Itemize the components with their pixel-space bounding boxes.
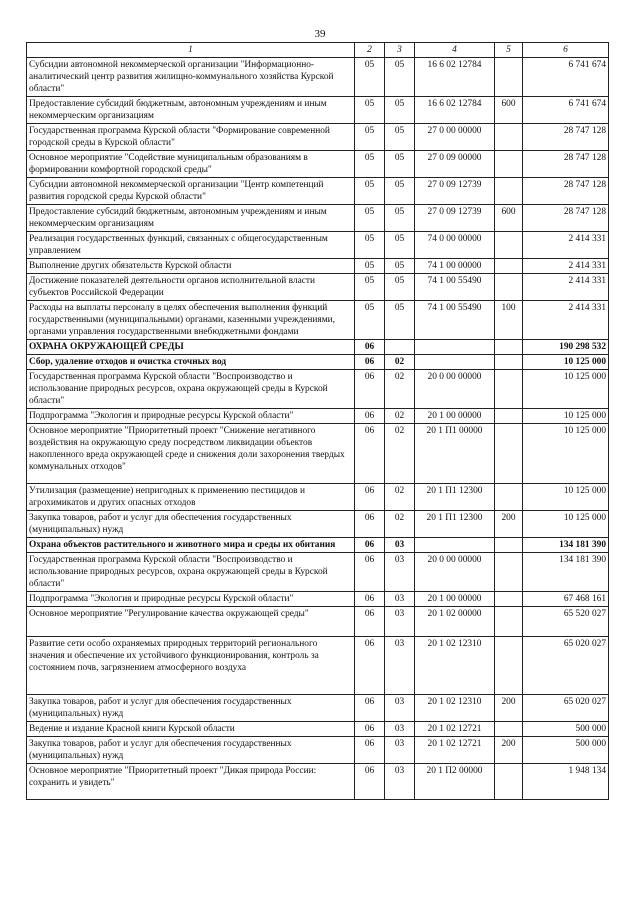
table-row — [27, 409, 609, 424]
row-subsection-cell: 03 — [385, 592, 415, 607]
row-expense-type-cell — [495, 764, 523, 800]
row-name-cell: Развитие сети особо охраняемых природных территорий регионального значения и обеспечение их устойчивого функционирования, контроль за состоянием почв, загрязнением атмосферного воздуха — [27, 637, 355, 695]
row-section-cell: 05 — [355, 97, 385, 124]
row-section-cell: 06 — [355, 538, 385, 553]
row-amount-cell: 10 125 000 — [523, 511, 609, 538]
row-target-article-cell: 20 1 02 12310 — [415, 695, 495, 722]
row-expense-type-cell — [495, 424, 523, 484]
row-subsection-cell: 05 — [385, 151, 415, 178]
row-amount-cell: 10 125 000 — [523, 424, 609, 484]
table-row — [27, 553, 609, 592]
row-name-cell: Государственная программа Курской области "Формирование современной городской среды в Курской области" — [27, 124, 355, 151]
row-section-cell: 06 — [355, 355, 385, 370]
row-name-cell: Субсидии автономной некоммерческой организации "Информационно-аналитический центр развития жилищно-коммунального хозяйства Курской области" — [27, 58, 355, 97]
table-row — [27, 178, 609, 205]
table-row — [27, 301, 609, 340]
table-row — [27, 124, 609, 151]
row-expense-type-cell — [495, 637, 523, 695]
row-subsection-cell — [385, 340, 415, 355]
row-name-cell: Предоставление субсидий бюджетным, автономным учреждениям и иным некоммерческим организациям — [27, 205, 355, 232]
column-header-expense-type: 5 — [495, 43, 523, 58]
column-header-subsection: 3 — [385, 43, 415, 58]
row-amount-cell: 67 468 161 — [523, 592, 609, 607]
table-row — [27, 97, 609, 124]
row-section-cell: 06 — [355, 409, 385, 424]
table-body — [27, 58, 609, 800]
row-name-cell: Выполнение других обязательств Курской области — [27, 259, 355, 274]
row-amount-cell: 28 747 128 — [523, 205, 609, 232]
row-target-article-cell: 16 6 02 12784 — [415, 58, 495, 97]
row-expense-type-cell: 200 — [495, 737, 523, 764]
row-target-article-cell: 20 1 00 00000 — [415, 592, 495, 607]
row-amount-cell: 190 298 532 — [523, 340, 609, 355]
row-name-cell: Основное мероприятие "Регулирование качества окружающей среды" — [27, 607, 355, 637]
row-expense-type-cell — [495, 355, 523, 370]
row-section-cell: 05 — [355, 58, 385, 97]
row-subsection-cell: 02 — [385, 511, 415, 538]
row-section-cell: 05 — [355, 178, 385, 205]
row-subsection-cell: 05 — [385, 232, 415, 259]
row-target-article-cell: 20 1 02 12310 — [415, 637, 495, 695]
row-section-cell: 06 — [355, 511, 385, 538]
row-section-cell: 05 — [355, 301, 385, 340]
row-amount-cell: 10 125 000 — [523, 355, 609, 370]
row-target-article-cell: 20 1 02 12721 — [415, 737, 495, 764]
row-target-article-cell: 74 1 00 00000 — [415, 259, 495, 274]
column-header-section: 2 — [355, 43, 385, 58]
row-amount-cell: 6 741 674 — [523, 97, 609, 124]
row-subsection-cell: 02 — [385, 355, 415, 370]
row-subsection-cell: 03 — [385, 553, 415, 592]
row-expense-type-cell — [495, 178, 523, 205]
row-target-article-cell: 74 0 00 00000 — [415, 232, 495, 259]
row-expense-type-cell: 100 — [495, 301, 523, 340]
row-subsection-cell: 02 — [385, 409, 415, 424]
row-expense-type-cell: 600 — [495, 97, 523, 124]
row-name-cell: Закупка товаров, работ и услуг для обеспечения государственных (муниципальных) нужд — [27, 695, 355, 722]
row-target-article-cell: 27 0 09 12739 — [415, 205, 495, 232]
row-target-article-cell: 20 1 02 12721 — [415, 722, 495, 737]
table-row — [27, 370, 609, 409]
row-name-cell: Основное мероприятие "Содействие муниципальным образованиям в формировании комфортной городской среды" — [27, 151, 355, 178]
row-amount-cell: 134 181 390 — [523, 538, 609, 553]
row-section-cell: 06 — [355, 424, 385, 484]
row-subsection-cell: 05 — [385, 301, 415, 340]
row-target-article-cell — [415, 355, 495, 370]
row-section-cell: 06 — [355, 637, 385, 695]
row-target-article-cell: 20 1 П1 12300 — [415, 484, 495, 511]
row-amount-cell: 10 125 000 — [523, 484, 609, 511]
row-section-cell: 05 — [355, 124, 385, 151]
row-subsection-cell: 03 — [385, 722, 415, 737]
table-row — [27, 695, 609, 722]
row-amount-cell: 2 414 331 — [523, 274, 609, 301]
row-target-article-cell: 27 0 09 12739 — [415, 178, 495, 205]
row-name-cell: Утилизация (размещение) непригодных к применению пестицидов и агрохимикатов и других опасных отходов — [27, 484, 355, 511]
row-subsection-cell: 02 — [385, 484, 415, 511]
row-amount-cell: 65 520 027 — [523, 607, 609, 637]
row-expense-type-cell — [495, 607, 523, 637]
row-target-article-cell: 74 1 00 55490 — [415, 301, 495, 340]
row-target-article-cell: 27 0 09 00000 — [415, 151, 495, 178]
row-subsection-cell: 03 — [385, 538, 415, 553]
table-row — [27, 637, 609, 695]
row-target-article-cell: 20 0 00 00000 — [415, 553, 495, 592]
row-name-cell: Охрана объектов растительного и животного мира и среды их обитания — [27, 538, 355, 553]
row-section-cell: 06 — [355, 553, 385, 592]
row-name-cell: Государственная программа Курской области "Воспроизводство и использование природных ресурсов, охрана окружающей среды в Курской области" — [27, 553, 355, 592]
table-row — [27, 259, 609, 274]
row-target-article-cell: 20 1 00 00000 — [415, 409, 495, 424]
row-amount-cell: 2 414 331 — [523, 232, 609, 259]
row-amount-cell: 28 747 128 — [523, 151, 609, 178]
row-section-cell: 06 — [355, 722, 385, 737]
table-row — [27, 355, 609, 370]
row-amount-cell: 1 948 134 — [523, 764, 609, 800]
row-name-cell: Основное мероприятие "Приоритетный проект "Снижение негативного воздействия на окружающую среду посредством ликвидации объектов накопленного вреда окружающей среде и снижения доли захоронения твердых коммунальных отходов" — [27, 424, 355, 484]
table-row — [27, 58, 609, 97]
row-section-cell: 06 — [355, 607, 385, 637]
row-name-cell: Расходы на выплаты персоналу в целях обеспечения выполнения функций государственными (муниципальными) органами, казенными учреждениями, органами управления государственными внебюджетными фондами — [27, 301, 355, 340]
row-name-cell: Основное мероприятие "Приоритетный проект "Дикая природа России: сохранить и увидеть" — [27, 764, 355, 800]
row-amount-cell: 2 414 331 — [523, 259, 609, 274]
row-expense-type-cell — [495, 124, 523, 151]
row-subsection-cell: 05 — [385, 124, 415, 151]
row-expense-type-cell: 600 — [495, 205, 523, 232]
row-subsection-cell: 03 — [385, 737, 415, 764]
row-section-cell: 05 — [355, 232, 385, 259]
row-expense-type-cell: 200 — [495, 511, 523, 538]
row-amount-cell: 500 000 — [523, 722, 609, 737]
row-amount-cell: 10 125 000 — [523, 370, 609, 409]
row-target-article-cell: 20 1 02 00000 — [415, 607, 495, 637]
row-target-article-cell: 74 1 00 55490 — [415, 274, 495, 301]
table-row — [27, 340, 609, 355]
row-name-cell: Подпрограмма "Экология и природные ресурсы Курской области" — [27, 409, 355, 424]
row-subsection-cell: 03 — [385, 607, 415, 637]
row-target-article-cell: 20 1 П1 12300 — [415, 511, 495, 538]
row-expense-type-cell — [495, 340, 523, 355]
table-row — [27, 607, 609, 637]
row-subsection-cell: 05 — [385, 259, 415, 274]
row-expense-type-cell — [495, 259, 523, 274]
table-row — [27, 424, 609, 484]
row-amount-cell: 500 000 — [523, 737, 609, 764]
row-subsection-cell: 03 — [385, 637, 415, 695]
row-section-cell: 05 — [355, 205, 385, 232]
row-expense-type-cell — [495, 151, 523, 178]
row-target-article-cell: 27 0 00 00000 — [415, 124, 495, 151]
row-subsection-cell: 03 — [385, 764, 415, 800]
table-row — [27, 484, 609, 511]
row-section-cell: 06 — [355, 764, 385, 800]
row-amount-cell: 65 020 027 — [523, 695, 609, 722]
row-subsection-cell: 05 — [385, 274, 415, 301]
row-expense-type-cell — [495, 722, 523, 737]
table-row — [27, 151, 609, 178]
table-row — [27, 274, 609, 301]
row-subsection-cell: 05 — [385, 205, 415, 232]
row-amount-cell: 2 414 331 — [523, 301, 609, 340]
row-name-cell: Сбор, удаление отходов и очистка сточных вод — [27, 355, 355, 370]
row-name-cell: Закупка товаров, работ и услуг для обеспечения государственных (муниципальных) нужд — [27, 511, 355, 538]
table-row — [27, 538, 609, 553]
row-expense-type-cell — [495, 553, 523, 592]
row-section-cell: 06 — [355, 370, 385, 409]
row-target-article-cell: 20 1 П1 00000 — [415, 424, 495, 484]
row-name-cell: ОХРАНА ОКРУЖАЮЩЕЙ СРЕДЫ — [27, 340, 355, 355]
row-amount-cell: 65 020 027 — [523, 637, 609, 695]
row-subsection-cell: 05 — [385, 58, 415, 97]
row-subsection-cell: 05 — [385, 178, 415, 205]
table-row — [27, 232, 609, 259]
row-name-cell: Предоставление субсидий бюджетным, автономным учреждениям и иным некоммерческим организациям — [27, 97, 355, 124]
row-target-article-cell: 20 0 00 00000 — [415, 370, 495, 409]
row-name-cell: Реализация государственных функций, связанных с общегосударственным управлением — [27, 232, 355, 259]
row-subsection-cell: 05 — [385, 97, 415, 124]
row-expense-type-cell — [495, 592, 523, 607]
column-header-name: 1 — [27, 43, 355, 58]
row-amount-cell: 28 747 128 — [523, 178, 609, 205]
row-section-cell: 06 — [355, 340, 385, 355]
row-name-cell: Закупка товаров, работ и услуг для обеспечения государственных (муниципальных) нужд — [27, 737, 355, 764]
row-expense-type-cell: 200 — [495, 695, 523, 722]
row-subsection-cell: 02 — [385, 424, 415, 484]
row-target-article-cell: 20 1 П2 00000 — [415, 764, 495, 800]
page-number: 39 — [314, 28, 326, 40]
row-name-cell: Субсидии автономной некоммерческой организации "Центр компетенций развития городской среды Курской области" — [27, 178, 355, 205]
row-amount-cell: 28 747 128 — [523, 124, 609, 151]
row-name-cell: Ведение и издание Красной книги Курской области — [27, 722, 355, 737]
row-name-cell: Достижение показателей деятельности органов исполнительной власти субъектов Российской Федерации — [27, 274, 355, 301]
row-section-cell: 06 — [355, 695, 385, 722]
row-target-article-cell — [415, 340, 495, 355]
row-expense-type-cell — [495, 370, 523, 409]
row-section-cell: 06 — [355, 592, 385, 607]
row-expense-type-cell — [495, 274, 523, 301]
row-section-cell: 06 — [355, 484, 385, 511]
table-row — [27, 764, 609, 800]
row-section-cell: 06 — [355, 737, 385, 764]
row-amount-cell: 10 125 000 — [523, 409, 609, 424]
table-row — [27, 722, 609, 737]
row-expense-type-cell — [495, 409, 523, 424]
row-expense-type-cell — [495, 232, 523, 259]
table-header-row — [27, 43, 609, 58]
table-row — [27, 205, 609, 232]
row-section-cell: 05 — [355, 274, 385, 301]
row-target-article-cell — [415, 538, 495, 553]
table-row — [27, 511, 609, 538]
row-name-cell: Подпрограмма "Экология и природные ресурсы Курской области" — [27, 592, 355, 607]
row-name-cell: Государственная программа Курской области "Воспроизводство и использование природных ресурсов, охрана окружающей среды в Курской области" — [27, 370, 355, 409]
table-row — [27, 592, 609, 607]
column-header-target-article: 4 — [415, 43, 495, 58]
row-target-article-cell: 16 6 02 12784 — [415, 97, 495, 124]
row-amount-cell: 6 741 674 — [523, 58, 609, 97]
row-subsection-cell: 02 — [385, 370, 415, 409]
row-subsection-cell: 03 — [385, 695, 415, 722]
table-row — [27, 737, 609, 764]
row-expense-type-cell — [495, 484, 523, 511]
budget-table — [26, 42, 609, 800]
row-section-cell: 05 — [355, 151, 385, 178]
row-section-cell: 05 — [355, 259, 385, 274]
row-expense-type-cell — [495, 538, 523, 553]
row-expense-type-cell — [495, 58, 523, 97]
row-amount-cell: 134 181 390 — [523, 553, 609, 592]
column-header-amount: 6 — [523, 43, 609, 58]
